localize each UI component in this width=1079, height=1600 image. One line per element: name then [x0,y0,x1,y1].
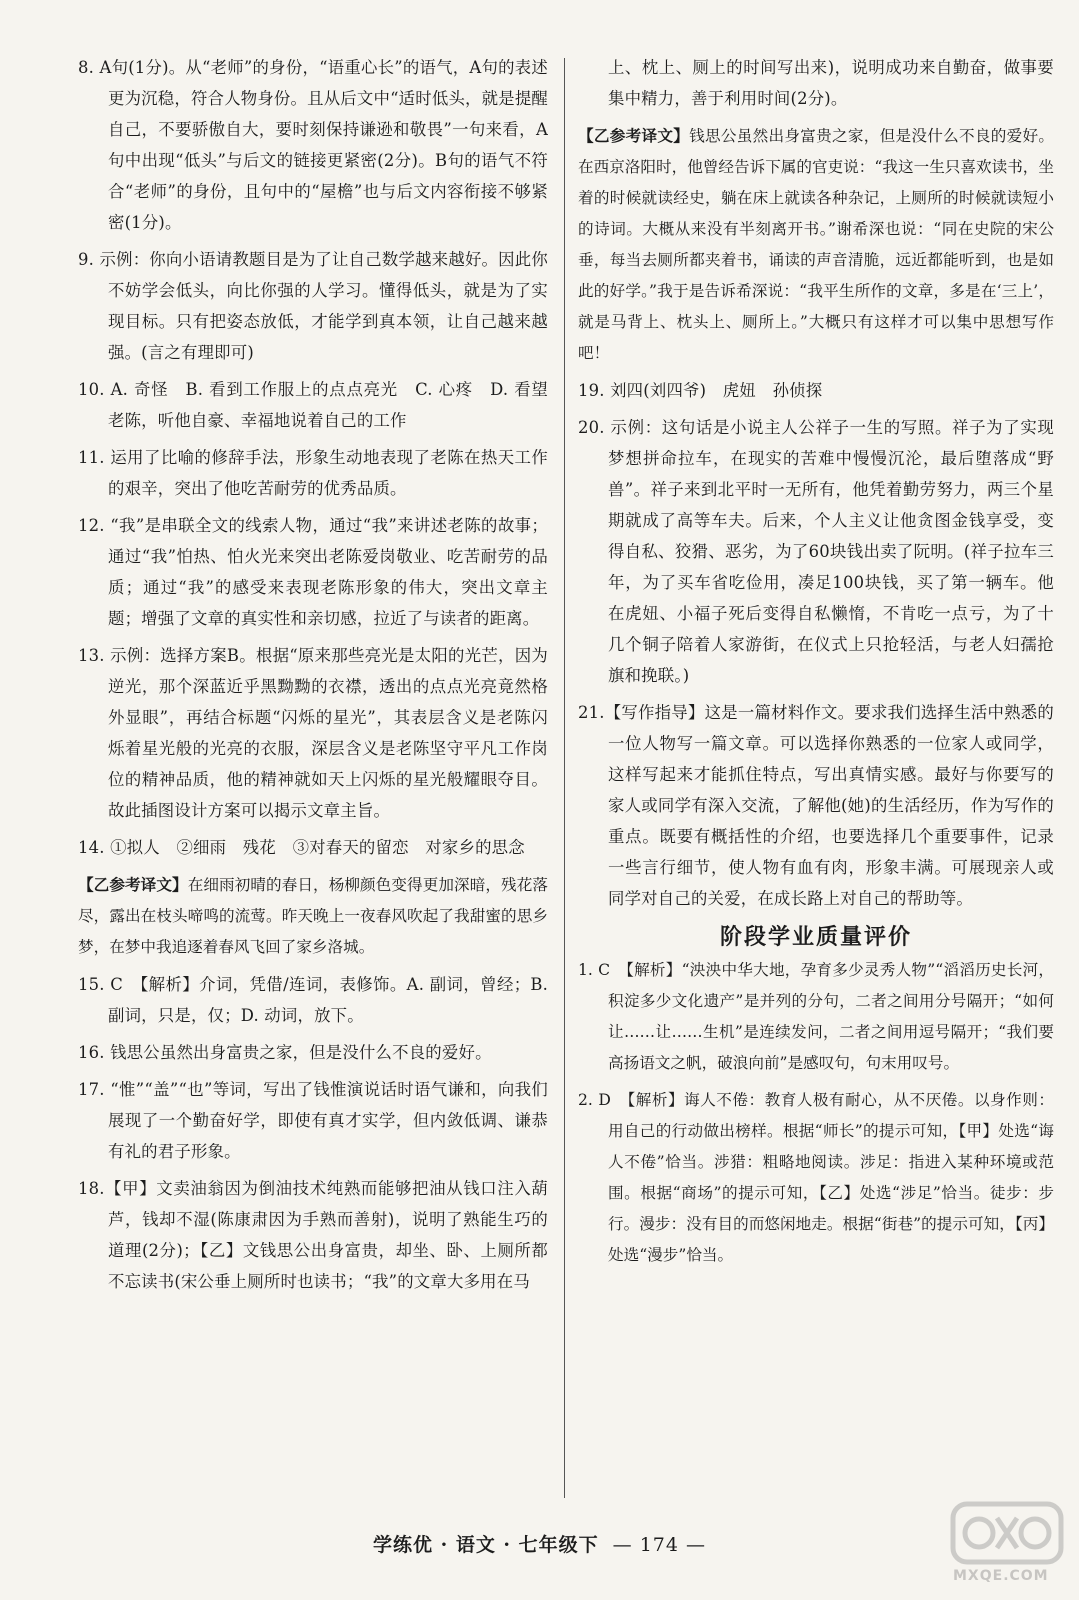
answer-18: 18.【甲】文卖油翁因为倒油技术纯熟而能够把油从钱口注入葫芦，钱却不湿(陈康肃因为手熟而善射)，说明了熟能生巧的道理(2分)；【乙】文钱思公出身富贵，却坐、卧、上厕所都不忘读书(宋公垂上厕所时也读书；“我”的文章大多用在马 [78,1179,548,1291]
eval-answer-2: 2. D 【解析】诲人不倦：教育人极有耐心，从不厌倦。以身作则：用自己的行动做出榜样。根据“师长”的提示可知，【甲】处选“诲人不倦”恰当。涉猎：粗略地阅读。涉足：指进入某种环境或范围。根据“商场”的提示可知，【乙】处选“涉足”恰当。徒步：步行。漫步：没有目的而悠闲地走。根据“街巷”的提示可知，【丙】处选“漫步”恰当。 [578,1091,1054,1264]
translation-tag-2: 【乙参考译文】 [578,126,690,145]
answer-9: 9. 示例：你向小语请教题目是为了让自己数学越来越好。因此你不妨学会低头，向比你强的人学习。懂得低头，就是为了实现目标。只有把姿态放低，才能学到真本领，让自己越来越强。(言之有理即可) [78,250,548,362]
answer-11: 11. 运用了比喻的修辞手法，形象生动地表现了老陈在热天工作的艰辛，突出了他吃苦耐劳的优秀品质。 [78,448,548,498]
page-footer [0,1530,1079,1557]
translation-tag: 【乙参考译文】 [78,875,188,894]
translation-text: 在细雨初晴的春日，杨柳颜色变得更加深暗，残花落尽，露出在枝头啼鸣的流莺。昨天晚上一夜春风吹起了我甜蜜的思乡梦，在梦中我追逐着春风飞回了家乡洛城。 [78,876,548,956]
answer-15: 15. C 【解析】介词，凭借/连词，表修饰。A. 副词，曾经；B. 副词，只是，仅；D. 动词，放下。 [78,975,548,1025]
watermark-logo [949,1498,1065,1590]
footer-title: 学练优 · 语文 · 七年级下 [372,1534,599,1556]
answer-8: 8. A句(1分)。从“老师”的身份，“语重心长”的语气，A句的表述更为沉稳，符合人物身份。且从后文中“适时低头，就是提醒自己，不要骄傲自大，要时刻保持谦逊和敬畏”一句来看，A句中出现“低头”与后文的链接更紧密(2分)。B句的语气不符合“老师”的身份，且句中的“屋檐”也与后文内容衔接不够紧密(1分)。 [78,58,548,232]
answer-14: 14. ①拟人 ②细雨 残花 ③对春天的留恋 对家乡的思念 [78,838,525,857]
answer-13: 13. 示例：选择方案B。根据“原来那些亮光是太阳的光芒，因为逆光，那个深蓝近乎黑黝黝的衣襟，透出的点点光亮竟然格外显眼”，再结合标题“闪烁的星光”，其表层含义是老陈闪烁着星光般的光亮的衣服，深层含义是老陈坚守平凡工作岗位的精神品质，他的精神就如天上闪烁的星光般耀眼夺目。故此插图设计方案可以揭示文章主旨。 [78,646,548,820]
answer-18-continued: 上、枕上、厕上的时间写出来)，说明成功来自勤奋，做事要集中精力，善于利用时间(2分)。 [608,58,1054,108]
answer-17: 17. “惟”“盖”“也”等词，写出了钱惟演说话时语气谦和，向我们展现了一个勤奋好学，即使有真才实学，但内敛低调、谦恭有礼的君子形象。 [78,1080,548,1161]
watermark-text: MXQE.COM [953,1568,1049,1584]
right-column [578,52,1054,1277]
translation-text-2: 钱思公虽然出身富贵之家，但是没什么不良的爱好。在西京洛阳时，他曾经告诉下属的官吏说：“我这一生只喜欢读书，坐着的时候就读经史，躺在床上就读各种杂记，上厕所的时候就读短小的诗词。大概从来没有半刻离开书。”谢希深也说：“同在史院的宋公垂，每当去厕所都夹着书，诵读的声音清脆，远近都能听到，也是如此的好学。”我于是告诉希深说：“我平生所作的文章，多是在‘三上’，就是马背上、枕头上、厕所上。”大概只有这样才可以集中思想写作吧！ [578,127,1054,362]
answer-12: 12. “我”是串联全文的线索人物，通过“我”来讲述老陈的故事；通过“我”怕热、怕火光来突出老陈爱岗敬业、吃苦耐劳的品质；通过“我”的感受来表现老陈形象的伟大，突出文章主题；增强了文章的真实性和亲切感，拉近了与读者的距离。 [78,516,548,628]
answer-10: 10. A. 奇怪 B. 看到工作服上的点点亮光 C. 心疼 D. 看望老陈，听他自豪、幸福地说着自己的工作 [78,380,548,430]
answer-stamp-icon [949,1498,1065,1568]
answer-16: 16. 钱思公虽然出身富贵之家，但是没什么不良的爱好。 [78,1043,492,1062]
answer-21: 21.【写作指导】这是一篇材料作文。要求我们选择生活中熟悉的一位人物写一篇文章。可以选择你熟悉的一位家人或同学，这样写起来才能抓住特点，写出真情实感。最好与你要写的家人或同学有深入交流，了解他(她)的生活经历，作为写作的重点。既要有概括性的介绍，也要选择几个重要事件，记录一些言行细节，使人物有血有肉，形象丰满。可展现亲人或同学对自己的关爱，在成长路上对自己的帮助等。 [578,703,1054,908]
eval-answer-1: 1. C 【解析】“泱泱中华大地，孕育多少灵秀人物”“滔滔历史长河，积淀多少文化遗产”是并列的分句，二者之间用分号隔开；“如何让……让……生机”是连续发问，二者之间用逗号隔开；“我们要高扬语文之帆，破浪向前”是感叹句，句末用叹号。 [578,961,1054,1072]
answer-20: 20. 示例：这句话是小说主人公祥子一生的写照。祥子为了实现梦想拼命拉车，在现实的苦难中慢慢沉沦，最后堕落成“野兽”。祥子来到北平时一无所有，他凭着勤劳努力，两三个星期就成了高等车夫。后来，个人主义让他贪图金钱享受，变得自私、狡猾、恶劣，为了60块钱出卖了阮明。(祥子拉车三年，为了买车省吃俭用，凑足100块钱，买了第一辆车。他在虎妞、小福子死后变得自私懒惰，不肯吃一点亏，为了十几个铜子陪着人家游街，在仪式上只抢轻活，与老人妇孺抢旗和挽联。) [578,418,1054,685]
translation-block [78,869,548,963]
translation-block-2 [578,120,1054,369]
answer-19: 19. 刘四(刘四爷) 虎妞 孙侦探 [578,381,823,400]
section-title: 阶段学业质量评价 [719,924,912,950]
page-number: — 174 — [612,1534,707,1556]
column-divider [564,58,565,1498]
left-column [78,52,548,1303]
